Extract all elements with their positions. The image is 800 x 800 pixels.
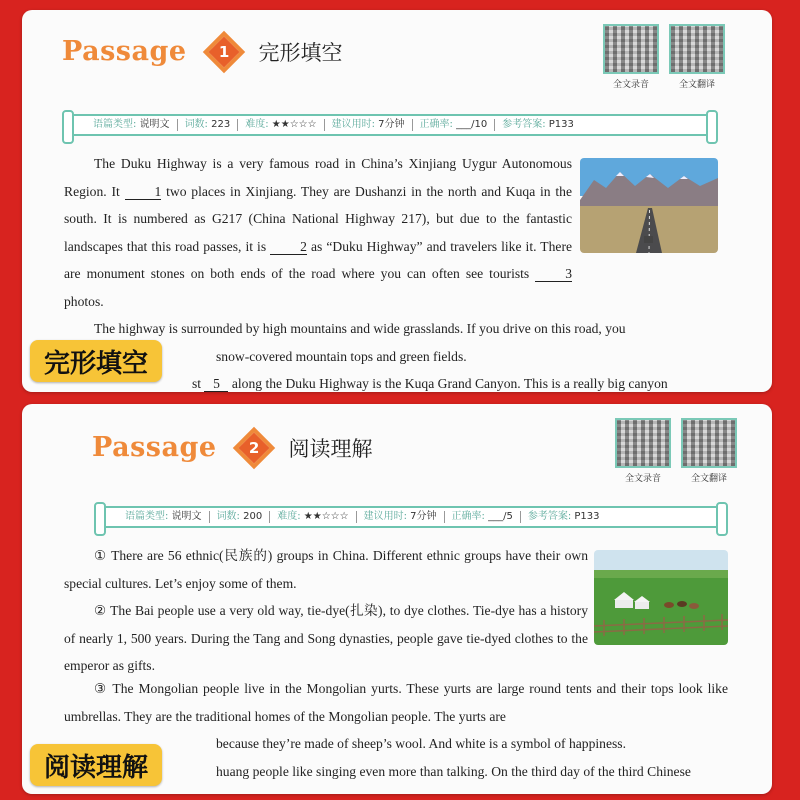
passage-1-card <box>22 10 772 392</box>
info-bar <box>70 114 710 136</box>
passage-2-header <box>92 432 373 463</box>
passage-number-badge <box>232 426 274 468</box>
blank-2[interactable]: 2 <box>270 240 307 255</box>
passage-label: Passage <box>62 36 187 67</box>
highway-landscape-image <box>580 158 718 253</box>
info-bar <box>102 506 720 528</box>
accuracy-key: 正确率: <box>419 119 453 130</box>
type-key: 语篇类型: <box>93 119 137 130</box>
section-title: 完形填空 <box>258 40 343 65</box>
qr-code-icon <box>681 418 737 468</box>
qr-translation[interactable] <box>680 418 738 484</box>
accuracy-key: 正确率: <box>451 511 485 522</box>
difficulty-key: 难度: <box>245 119 269 130</box>
answer-key: 参考答案: <box>527 511 572 522</box>
answer-page: P133 <box>548 119 574 130</box>
passage-2-card <box>22 404 772 794</box>
words-key: 词数: <box>184 119 208 130</box>
time-value: 7分钟 <box>378 119 405 130</box>
qr-codes <box>614 418 738 484</box>
passage-2-para-1: ① There are 56 ethnic(民族的) groups in China. Different ethnic groups have their own special cultures. Let’s enjoy some of them. ② The Bai people use a very old way, tie-dye(扎染), to dye clothes. Tie-dye has a history of nearly 1, 500 years. During the Tang and Song dynasties, people gave tie-dyed clothes to the emperor as gifts. <box>64 548 588 673</box>
passage-number: 1 <box>218 42 229 61</box>
accuracy-value: ___/5 <box>488 511 513 522</box>
qr-audio-label: 全文录音 <box>612 80 649 90</box>
passage-number: 2 <box>248 438 259 457</box>
difficulty-stars: ★★☆☆☆ <box>303 511 349 522</box>
qr-code-icon <box>669 24 725 74</box>
type-value: 说明文 <box>171 511 202 522</box>
yurt-photo <box>594 550 728 645</box>
highway-photo <box>580 158 718 253</box>
difficulty-stars: ★★☆☆☆ <box>271 119 317 130</box>
cloze-badge: 完形填空 <box>30 340 162 382</box>
time-key: 建议用时: <box>331 119 375 130</box>
answer-page: P133 <box>574 511 600 522</box>
qr-translation-label: 全文翻译 <box>690 474 727 484</box>
time-key: 建议用时: <box>363 511 407 522</box>
passage-1-para-1: The Duku Highway is a very famous road in China’s Xinjiang Uygur Autonomous Region. It 1 two places in Xinjiang. They are Dushanzi in the north and Kuqa in the south. It is numbered as G217 (China National Highway 217), but due to the fantastic landscapes that this road passes, it is 2 as “Duku Highway” and travelers like it. There are monument stones on both ends of the road where you can often see tourists 3 photos. <box>64 156 573 309</box>
reading-badge: 阅读理解 <box>30 744 162 786</box>
answer-key: 参考答案: <box>502 119 546 130</box>
blank-1[interactable]: 1 <box>125 185 162 200</box>
qr-audio[interactable] <box>602 24 660 90</box>
blank-3[interactable]: 3 <box>535 267 572 282</box>
words-value: 223 <box>211 119 231 130</box>
qr-audio-label: 全文录音 <box>624 474 661 484</box>
type-key: 语篇类型: <box>125 511 169 522</box>
section-title: 阅读理解 <box>288 436 373 461</box>
passage-2-para-2: ③ The Mongolian people live in the Mongolian yurts. These yurts are large round tents and their tops look like umbrellas. They are the traditional homes of the Mongolian people. The yurts are because they’re made of sheep’s wool. And white is a symbol of happiness. huang people like singing even more than talking. On the third day of the third Chinese <box>64 681 728 779</box>
qr-translation[interactable] <box>668 24 726 90</box>
passage-label: Passage <box>92 432 217 463</box>
passage-number-badge <box>202 30 244 72</box>
passage-1-header <box>62 36 343 67</box>
words-value: 200 <box>243 511 263 522</box>
difficulty-key: 难度: <box>277 511 301 522</box>
blank-5[interactable]: 5 <box>204 377 228 392</box>
passage-1-para-2: The highway is surrounded by high mountains and wide grasslands. If you drive on this road, you snow-covered mountain tops and green fields. st 5 along the Duku Highway is the Kuqa Grand Canyon. This is a really big canyon <box>94 321 668 391</box>
words-key: 词数: <box>216 511 240 522</box>
qr-audio[interactable] <box>614 418 672 484</box>
accuracy-value: ___/10 <box>456 119 488 130</box>
time-value: 7分钟 <box>410 511 437 522</box>
qr-translation-label: 全文翻译 <box>678 80 715 90</box>
grassland-yurt-image <box>594 550 728 645</box>
type-value: 说明文 <box>139 119 170 130</box>
qr-code-icon <box>603 24 659 74</box>
qr-codes <box>602 24 726 90</box>
qr-code-icon <box>615 418 671 468</box>
